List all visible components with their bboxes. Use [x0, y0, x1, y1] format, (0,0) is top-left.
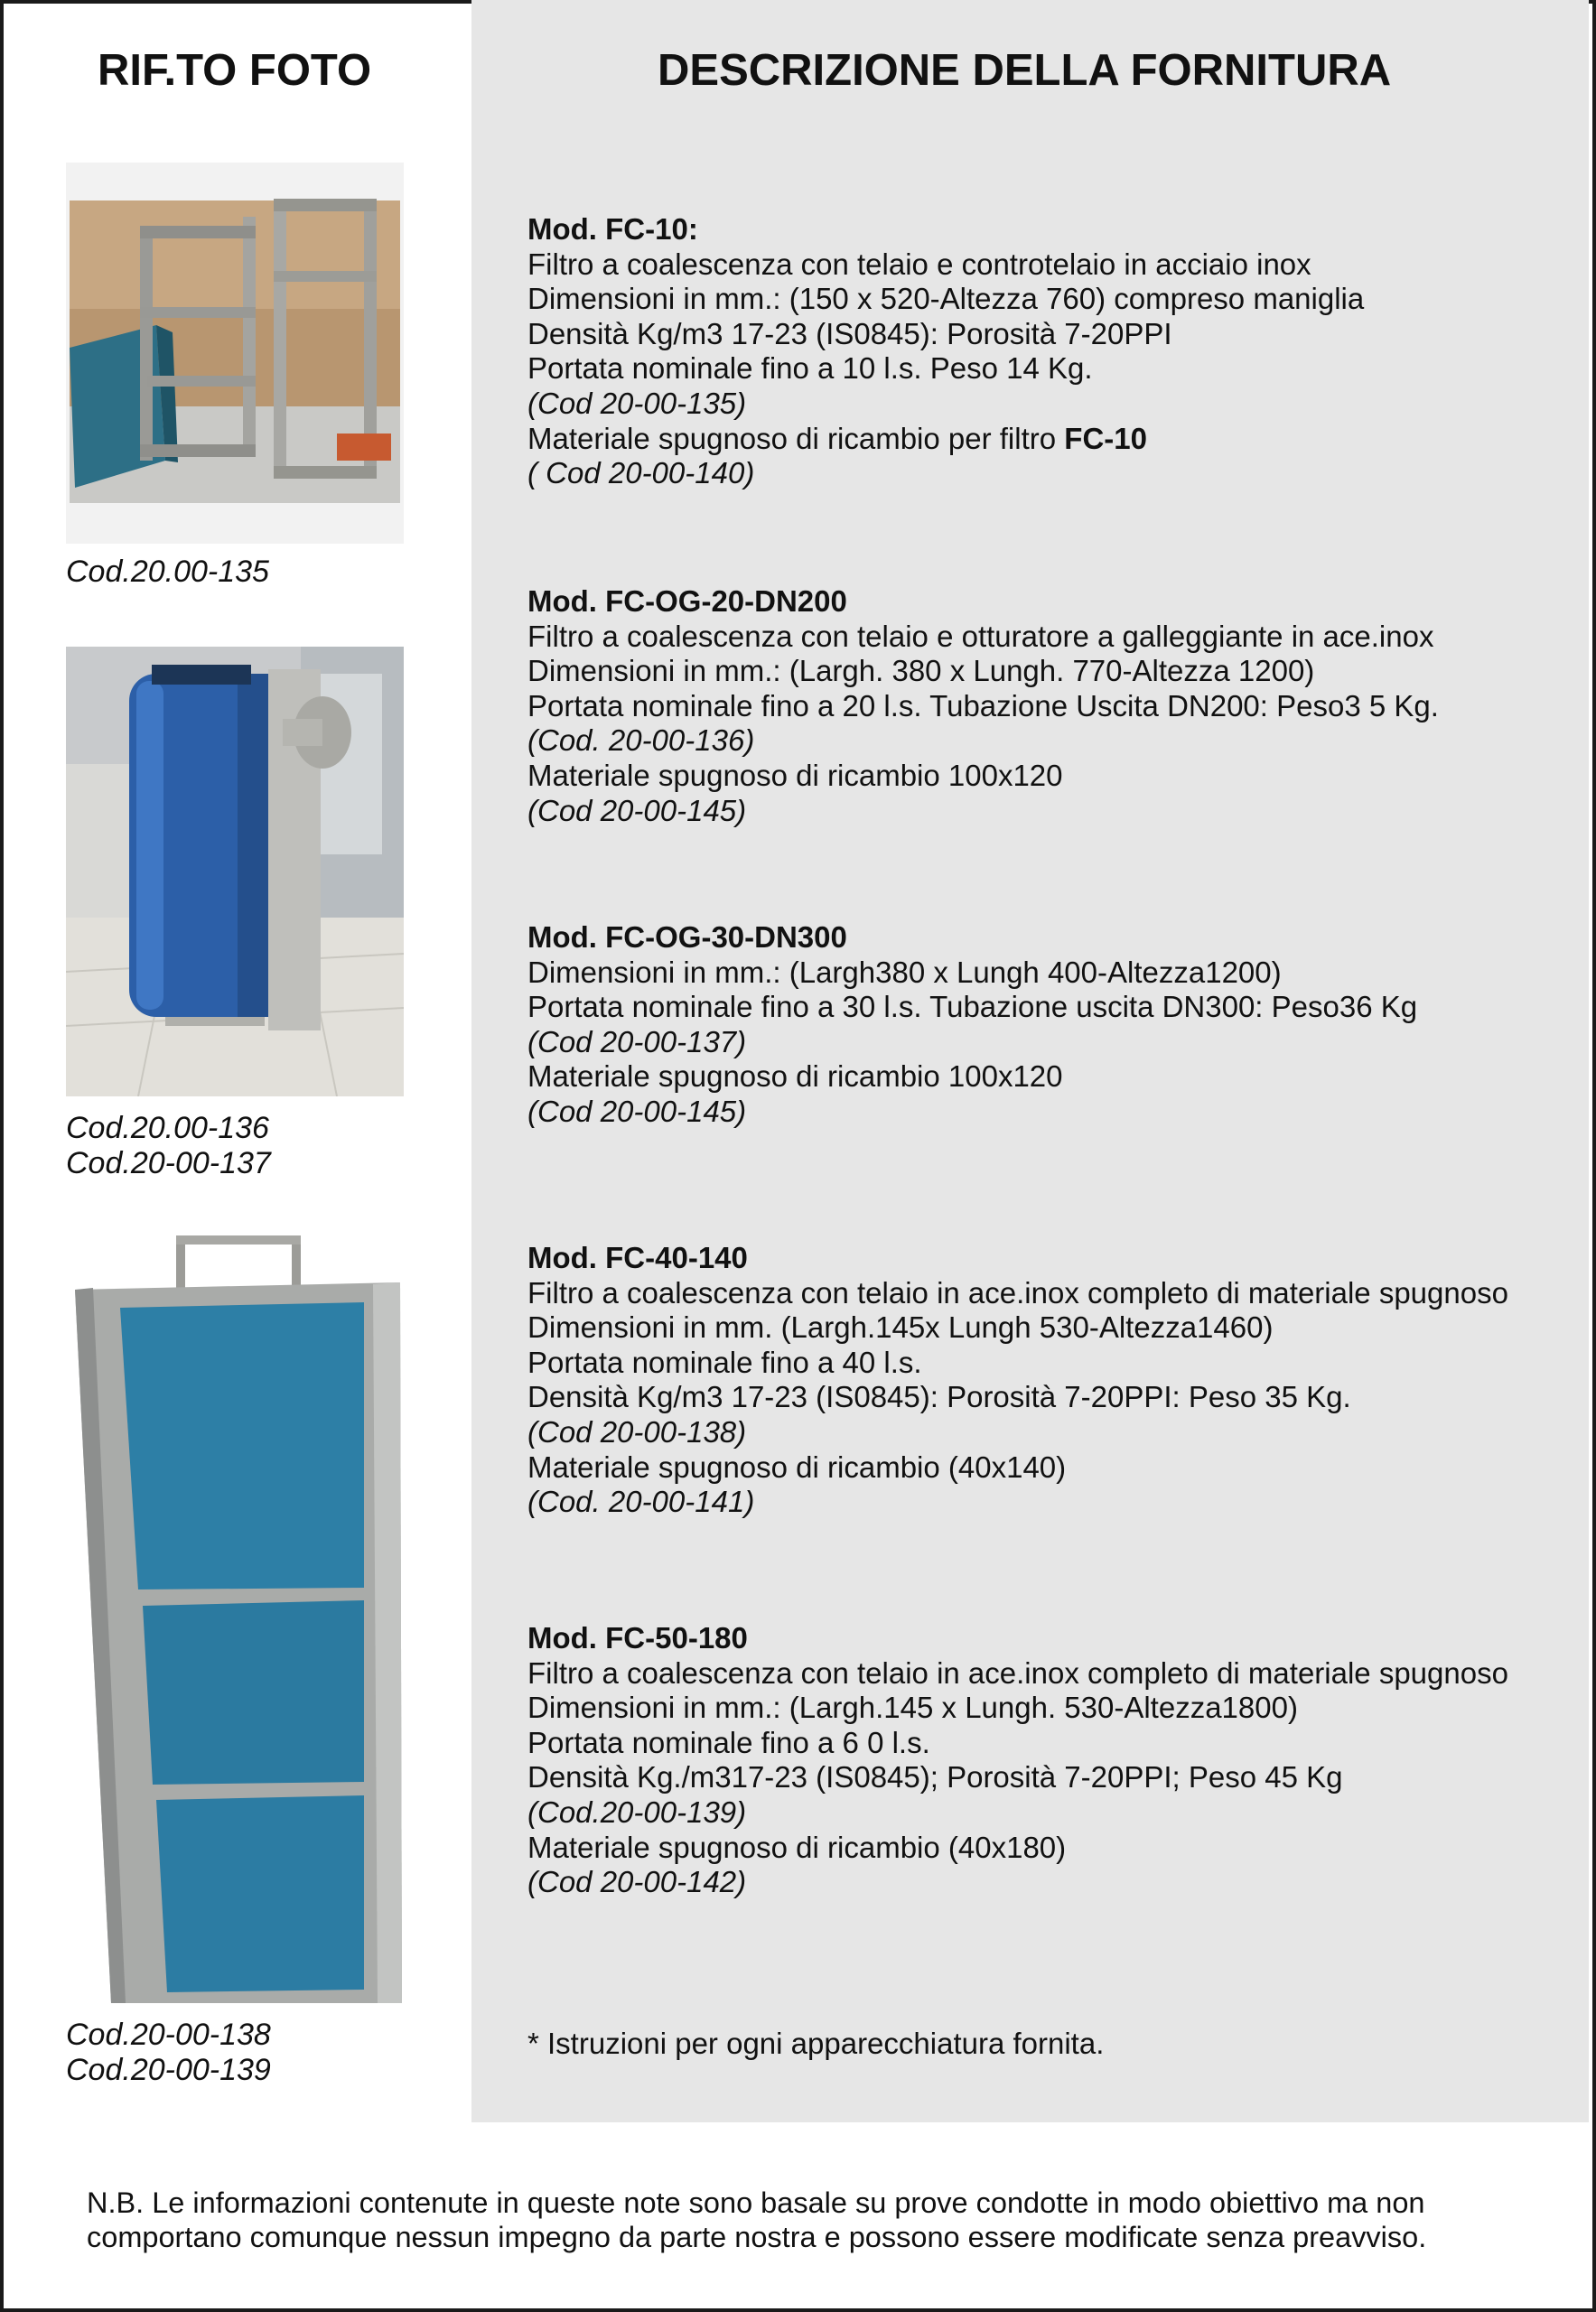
footer-disclaimer: N.B. Le informazioni contenute in queste note sono basale su prove condotte in modo obiettivo ma non comportano comunque nessun impegno da parte nostra e possono essere modificate senza preavviso. — [87, 2186, 1427, 2253]
product-title: Mod. FC-OG-30-DN300 — [527, 920, 847, 954]
blue-cylinder-filter-photo — [66, 647, 404, 1096]
product-title: Mod. FC-50-180 — [527, 1621, 748, 1655]
product-entry-fc-40-140: Mod. FC-40-140 Filtro a coalescenza con telaio in ace.inox completo di materiale spugnoso Dimensioni in mm. (Largh.145x Lungh 530-Altezza1460) Portata nominale fino a 40 l.s. Densità Kg/m3 17-23 (IS0845): Porosità 7-20PPI: Peso 35 Kg. (Cod 20-00-138) Materiale spugnoso di ricambio (40x140) (Cod. 20-00-141) — [527, 1241, 1508, 1519]
product-entry-fc-og-20-dn200: Mod. FC-OG-20-DN200 Filtro a coalescenza con telaio e otturatore a galleggiante in ace.inox Dimensioni in mm.: (Largh. 380 x Lungh. 770-Altezza 1200) Portata nominale fino a 20 l.s. Tubazione Uscita DN200: Peso3 5 Kg. (Cod. 20-00-136) Materiale spugnoso di ricambio 100x120 (Cod 20-00-145) — [527, 584, 1439, 827]
tall-panel-filter-photo — [66, 1235, 409, 2012]
product-entry-fc-og-30-dn300: Mod. FC-OG-30-DN300 Dimensioni in mm.: (Largh380 x Lungh 400-Altezza1200) Portata nominale fino a 30 l.s. Tubazione uscita DN300: Peso36 Kg (Cod 20-00-137) Materiale spugnoso di ricambio 100x120 (Cod 20-00-145) — [527, 920, 1418, 1128]
filter-frame-photo — [66, 163, 404, 544]
photo-caption-1: Cod.20.00-135 — [66, 555, 269, 589]
photo-caption-2: Cod.20.00-136 Cod.20-00-137 — [66, 1111, 271, 1180]
photo-caption-3: Cod.20-00-138 Cod.20-00-139 — [66, 2018, 271, 2087]
instructions-note: * Istruzioni per ogni apparecchiatura fornita. — [527, 2027, 1105, 2060]
product-entry-fc-50-180: Mod. FC-50-180 Filtro a coalescenza con telaio in ace.inox completo di materiale spugnoso Dimensioni in mm.: (Largh.145 x Lungh. 530-Altezza1800) Portata nominale fino a 6 0 l.s. Densità Kg./m317-23 (IS0845); Porosità 7-20PPI; Peso 45 Kg (Cod.20-00-139) Materiale spugnoso di ricambio (40x180) (Cod 20-00-142) — [527, 1621, 1508, 1899]
product-entry-fc-10: Mod. FC-10: Filtro a coalescenza con telaio e controtelaio in acciaio inox Dimensioni in mm.: (150 x 520-Altezza 760) compreso maniglia Densità Kg/m3 17-23 (IS0845): Porosità 7-20PPI Portata nominale fino a 10 l.s. Peso 14 Kg. (Cod 20-00-135) Materiale spugnoso di ricambio per filtro FC-10 ( Cod 20-00-140) — [527, 212, 1365, 490]
description-column-header: DESCRIZIONE DELLA FORNITURA — [658, 46, 1392, 95]
product-title: Mod. FC-OG-20-DN200 — [527, 584, 847, 618]
photo-column-header: RIF.TO FOTO — [98, 46, 372, 95]
product-title: Mod. FC-40-140 — [527, 1241, 748, 1274]
product-title: Mod. FC-10: — [527, 212, 698, 246]
